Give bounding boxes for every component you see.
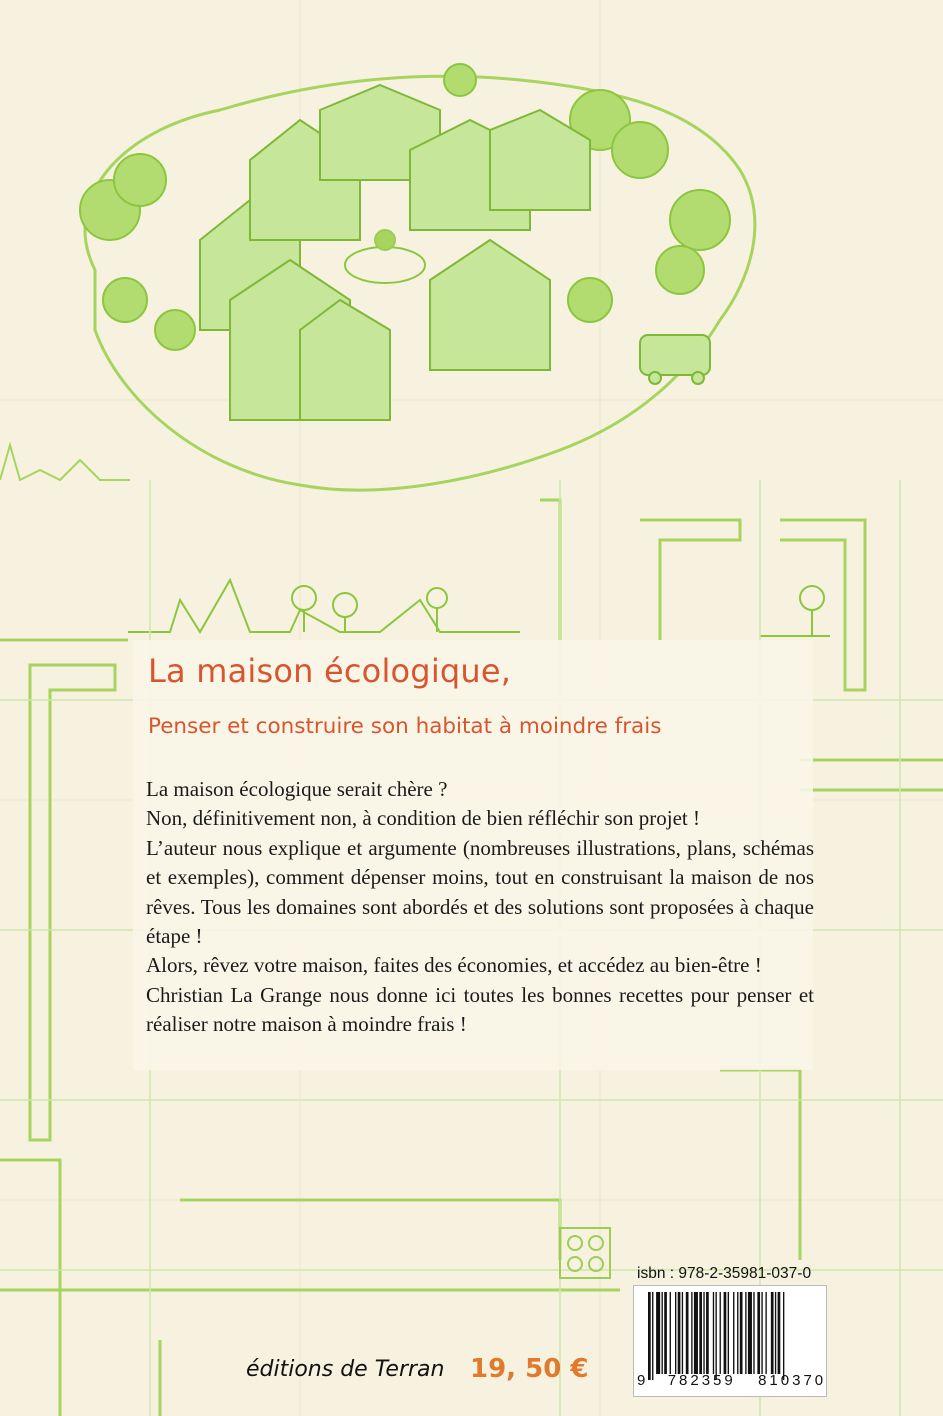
- barcode-bar: [694, 1292, 698, 1374]
- barcode-bar: [648, 1292, 651, 1380]
- barcode-bar: [670, 1292, 671, 1374]
- barcode-bar: [778, 1292, 781, 1374]
- barcode-bar: [716, 1292, 717, 1380]
- barcode-bar: [664, 1292, 667, 1374]
- barcode-bar: [740, 1292, 743, 1374]
- blurb-paragraph: La maison écologique serait chère ?: [146, 777, 448, 801]
- barcode-bar: [765, 1292, 766, 1374]
- barcode-bar: [757, 1292, 760, 1374]
- barcode-bar: [662, 1292, 663, 1374]
- barcode-bar: [775, 1292, 776, 1374]
- barcode-bar: [699, 1292, 702, 1374]
- barcode-bar: [724, 1292, 727, 1374]
- barcode-digits: [637, 1372, 825, 1389]
- barcode-group-1: 782359: [667, 1372, 736, 1389]
- price: 19, 50 €: [470, 1354, 589, 1384]
- barcode-first-digit: 9: [637, 1372, 646, 1389]
- barcode-bar: [753, 1292, 754, 1374]
- barcode-bar: [703, 1292, 704, 1374]
- blurb-paragraph: Christian La Grange nous donne ici toutes les bonnes recettes pour penser et réaliser notre maison à moindre frais !: [146, 982, 814, 1037]
- barcode-bar: [737, 1292, 738, 1374]
- barcode-bar: [682, 1292, 683, 1374]
- barcode-bar: [713, 1292, 714, 1374]
- barcode-bar: [733, 1292, 734, 1374]
- book-title: La maison écologique,: [148, 652, 512, 690]
- publisher-name: éditions de Terran: [246, 1357, 445, 1382]
- barcode-bar: [691, 1292, 692, 1374]
- blurb-paragraph: Non, définitivement non, à condition de bien réfléchir son projet !: [146, 806, 701, 831]
- barcode-bar: [783, 1292, 784, 1380]
- barcode-group-2: 810370: [758, 1372, 827, 1389]
- barcode-bar: [706, 1292, 709, 1374]
- barcode-bar: [771, 1292, 774, 1374]
- blurb-paragraph: Alors, rêvez votre maison, faites des économies, et accédez au bien-être !: [146, 953, 762, 978]
- barcode-bar: [675, 1292, 676, 1374]
- barcode-bar: [678, 1292, 681, 1374]
- barcode-bar: [686, 1292, 689, 1374]
- barcode-bar: [656, 1292, 660, 1374]
- barcode-bar: [720, 1292, 721, 1374]
- blurb-text: [146, 775, 814, 1040]
- barcode-bar: [652, 1292, 653, 1380]
- barcode-bar: [728, 1292, 729, 1374]
- barcode-bar: [745, 1292, 746, 1374]
- book-subtitle: Penser et construire son habitat à moindre frais: [148, 714, 662, 739]
- barcode-bar: [748, 1292, 752, 1374]
- barcode-bar: [761, 1292, 762, 1374]
- blurb-paragraph: L’auteur nous explique et argumente (nombreuses illustrations, plans, schémas et exemples), comment dépenser moins, tout en construisant la maison de nos rêves. Tous les domaines sont abordés et des solutions sont proposées à chaque étape !: [146, 835, 814, 949]
- isbn-label: isbn : 978-2-35981-037-0: [637, 1265, 812, 1282]
